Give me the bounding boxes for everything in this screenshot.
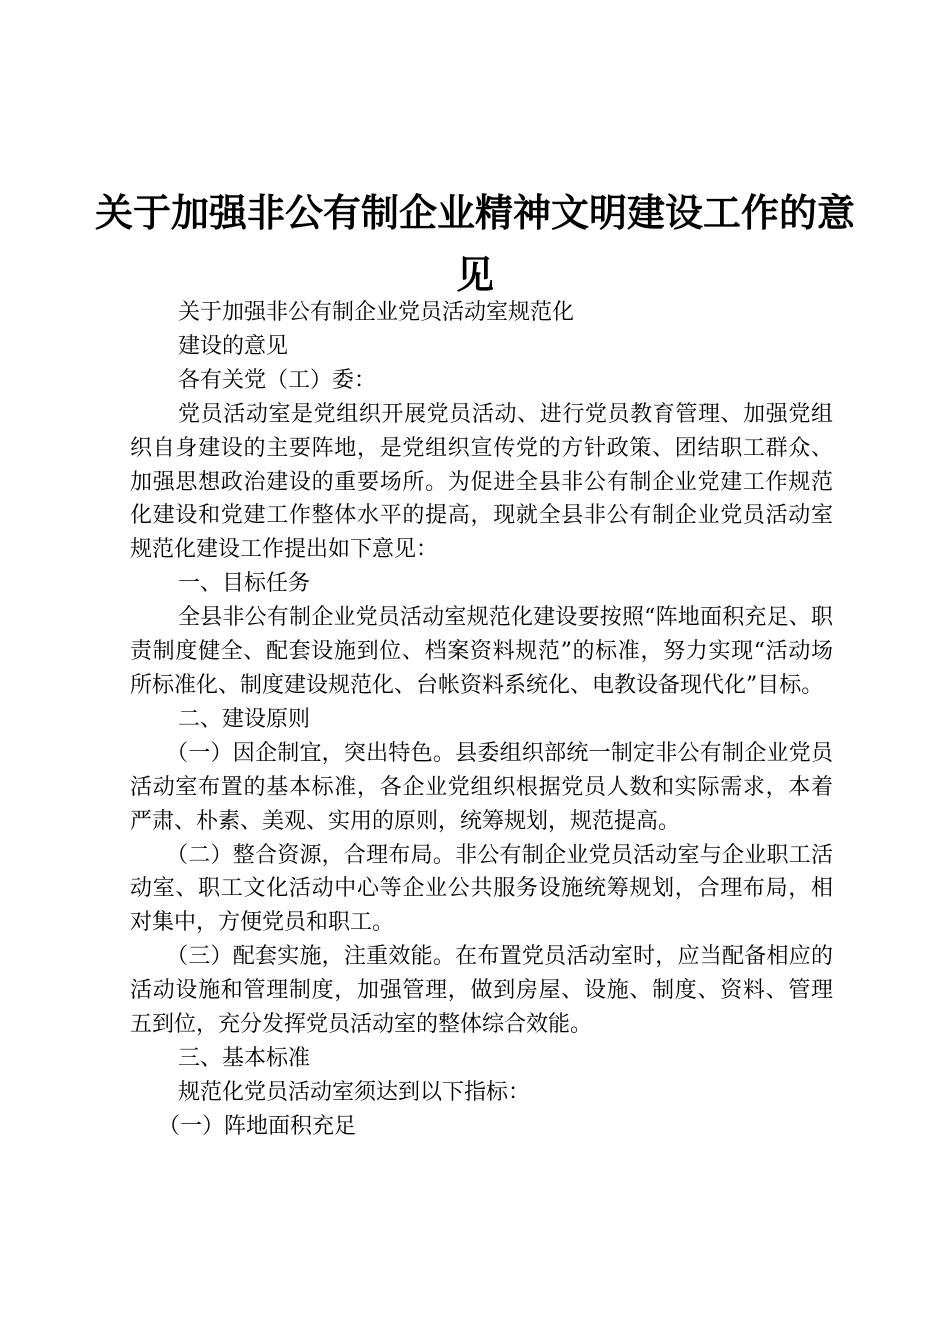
standard-1-heading: （一）阵地面积充足 [158, 1113, 357, 1139]
principle-2-paragraph: （二）整合资源，合理布局。非公有制企业党员活动室与企业职工活动室、职工文化活动中心等企业公共服务设施统筹规划，合理布局，相对集中，方便党员和职工。 [130, 842, 833, 936]
principle-1-paragraph: （一）因企制宜，突出特色。县委组织部统一制定非公有制企业党员活动室布置的基本标准，各企业党组织根据党员人数和实际需求，本着严肃、朴素、美观、实用的原则，统筹规划，规范提高。 [130, 740, 833, 834]
principle-3-paragraph: （三）配套实施，注重效能。在布置党员活动室时，应当配备相应的活动设施和管理制度，加强管理，做到房屋、设施、制度、资料、管理五到位，充分发挥党员活动室的整体综合效能。 [130, 944, 833, 1038]
intro-paragraph: 党员活动室是党组织开展党员活动、进行党员教育管理、加强党组织自身建设的主要阵地，是党组织宣传党的方针政策、团结职工群众、加强思想政治建设的重要场所。为促进全县非公有制企业党建工作规范化建设和党建工作整体水平的提高，现就全县非公有制企业党员活动室规范化建设工作提出如下意见： [130, 401, 833, 563]
goals-paragraph: 全县非公有制企业党员活动室规范化建设要按照“阵地面积充足、职责制度健全、配套设施到位、档案资料规范”的标准，努力实现“活动场所标准化、制度建设规范化、台帐资料系统化、电教设备现代化”目标。 [130, 605, 833, 698]
title-line-2: 见 [455, 253, 494, 297]
title-line-1: 关于加强非公有制企业精神文明建设工作的意 [94, 191, 855, 235]
section-heading-standards: 三、基本标准 [178, 1045, 311, 1071]
section-heading-goals: 一、目标任务 [178, 571, 311, 597]
subtitle-line-2: 建设的意见 [178, 333, 289, 359]
standards-intro: 规范化党员活动室须达到以下指标： [178, 1079, 531, 1105]
section-heading-principles: 二、建设原则 [178, 706, 311, 732]
document-title [0, 182, 950, 306]
subtitle-line-1: 关于加强非公有制企业党员活动室规范化 [178, 300, 575, 325]
document-body [130, 296, 833, 1144]
salutation: 各有关党（工）委： [178, 367, 377, 393]
